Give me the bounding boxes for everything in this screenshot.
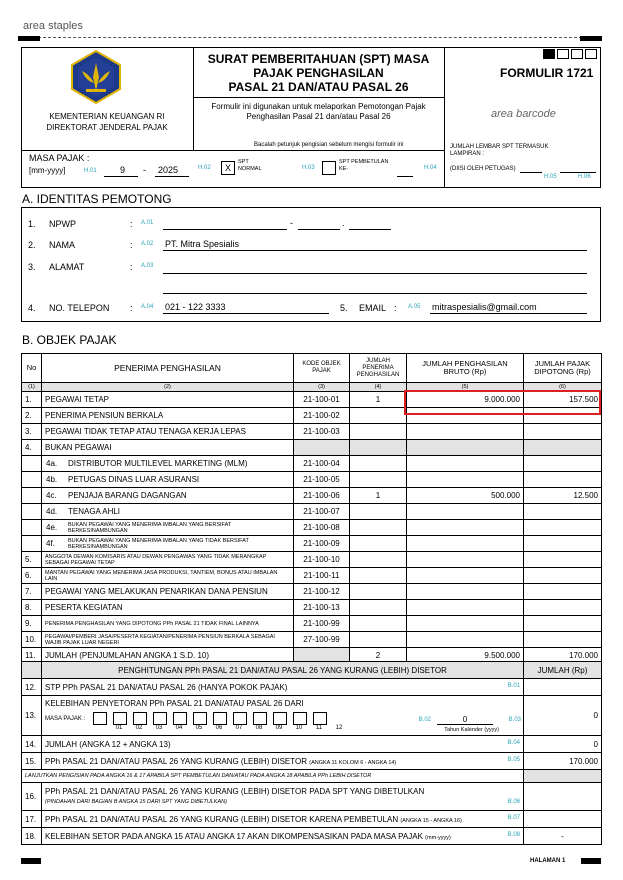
objek-row: 4a. DISTRIBUTOR MULTILEVEL MARKETING (MLM) 21-100-04 xyxy=(22,456,602,472)
value-b05[interactable]: 170.000 xyxy=(524,753,602,770)
objek-row: 4d. TENAGA AHLI 21-100-07 xyxy=(22,504,602,520)
count-cell[interactable] xyxy=(350,584,407,600)
month-label: 03 xyxy=(155,724,163,731)
pajak-cell[interactable]: 157.500 xyxy=(524,392,602,408)
corner-marker xyxy=(581,858,601,864)
row-18: 18. KELEBIHAN SETOR PADA ANGKA 15 ATAU ANGKA 17 AKAN DIKOMPENSASIKAN PADA MASA PAJAK (mm-yyyy) B.08 - xyxy=(22,828,602,845)
pajak-cell[interactable] xyxy=(524,456,602,472)
bruto-cell[interactable] xyxy=(407,520,524,536)
instruction-text: Bacalah petunjuk pengisian sebelum mengisi formulir ini xyxy=(254,142,404,148)
objek-row: 4c. PENJAJA BARANG DAGANGAN 21-100-06 1 500.000 12.500 xyxy=(22,488,602,504)
npwp-field-2[interactable] xyxy=(298,229,340,230)
pajak-cell[interactable] xyxy=(524,472,602,488)
bruto-cell[interactable] xyxy=(407,504,524,520)
npwp-field-1[interactable] xyxy=(163,229,287,230)
month-label: 12 xyxy=(335,724,343,731)
month-label: 04 xyxy=(175,724,183,731)
objek-row: 6. MANTAN PEGAWAI YANG MENERIMA JASA PRODUKSI, TANTIEM, BONUS ATAU IMBALAN LAIN 21-100-11 xyxy=(22,568,602,584)
form-name: FORMULIR 1721 xyxy=(500,66,594,80)
objek-pajak-table: No PENERIMA PENGHASILAN KODE OBJEK PAJAK JUMLAH PENERIMA PENGHASILAN JUMLAH PENGHASILAN BRUTO (Rp) JUMLAH PAJAK DIPOTONG (Rp) (1) (2) (3) (4) (5) (6) 1. PEGAWAI TETAP 21-100-01 1 9.000.000 157.500 2. PENERIMA PENSIUN BERKALA 21-100-02 3. PEGAWAI TIDAK TETAP ATAU TENAGA KERJA LEPAS 21-100-03 4. BUKAN PEGAWAI 4a. DISTRIBUTOR MULTILEVEL MARKETING (MLM) 21-100-04 4b. PETUGAS DINAS LUAR ASURANSI 21-100-05 4c. PENJAJA BARANG DAGANGAN 21-100-06 1 500.000 12.500 4d. TENAGA AHLI 21-100-07 4e. BUKAN PEGAWAI YANG MENERIMA IMBALAN YANG BERSIFAT BERKESINAMBUNGAN 21-100-08 4f. BUKAN PEGAWAI YANG MENERIMA IMBALAN YANG TIDAK BERSIFAT BERKESINAMBUNGAN 21-100-09 5. ANGGOTA DEWAN KOMISARIS ATAU DEWAN PENGAWAS YANG TIDAK MERANGKAP SEBAGAI PEGAWAI TETAP 21-100-10 6. MANTAN PEGAWAI YANG MENERIMA JASA PRODUKSI, TANTIEM, BONUS ATAU IMBALAN LAIN 21-100-11 7. PEGAWAI YANG MELAKUKAN PENARIKAN DANA PENSIUN 21-100-12 8. PESERTA KEGIATAN 21-100-13 9. PENERIMA PENGHASILAN YANG DIPOTONG PPh PASAL 21 TIDAK FINAL LAINNYA 21-100-99 10. PEGAWAI/PEMBERI JASA/PESERTA KEGIATAN/PENERIMA PENSIUN BERKALA SEBAGAI WAJIB PAJAK LUAR NEGERI 27-100-99 11. JUMLAH (PENJUMLAHAN ANGKA 1 S.D. 10) 2 9.500.000 170.000 xyxy=(21,353,602,664)
alamat-field-1[interactable] xyxy=(163,273,587,274)
objek-row: 9. PENERIMA PENGHASILAN YANG DIPOTONG PPh PASAL 21 TIDAK FINAL LAINNYA 21-100-99 xyxy=(22,616,602,632)
corner-marker xyxy=(580,36,602,41)
count-cell[interactable] xyxy=(350,472,407,488)
bruto-cell[interactable]: 9.000.000 xyxy=(407,392,524,408)
value-b06[interactable] xyxy=(524,783,602,811)
continue-note: LANJUTKAN PENGISIAN PADA ANGKA 16 & 17 APABILA SPT PEMBETULAN DAN/ATAU PADA ANGKA 18 APABILA PPh LEBIH DISETOR xyxy=(22,770,524,783)
month-checkbox[interactable] xyxy=(273,712,287,725)
month-label: 08 xyxy=(255,724,263,731)
bruto-cell[interactable] xyxy=(407,456,524,472)
month-label: 02 xyxy=(135,724,143,731)
month-label: 11 xyxy=(315,724,323,731)
bruto-cell[interactable] xyxy=(407,552,524,568)
month-label: 10 xyxy=(295,724,303,731)
amount-header: JUMLAH (Rp) xyxy=(524,662,602,679)
bruto-cell[interactable] xyxy=(407,600,524,616)
count-cell[interactable] xyxy=(350,456,407,472)
row-16: 16. PPh PASAL 21 DAN/ATAU PASAL 26 YANG KURANG (LEBIH) DISETOR PADA SPT YANG DIBETULKAN (PINDAHAN DARI BAGIAN B ANGKA 15 DARI SPT YANG DIBETULKAN) B.06 xyxy=(22,783,602,811)
masa-year-field[interactable]: 2025 xyxy=(158,165,179,175)
objek-row: 4f. BUKAN PEGAWAI YANG MENERIMA IMBALAN YANG TIDAK BERSIFAT BERKESINAMBUNGAN 21-100-09 xyxy=(22,536,602,552)
pajak-cell[interactable] xyxy=(524,504,602,520)
objek-row: 1. PEGAWAI TETAP 21-100-01 1 9.000.000 157.500 xyxy=(22,392,602,408)
count-cell[interactable] xyxy=(350,632,407,648)
count-cell[interactable] xyxy=(350,552,407,568)
objek-row: 4e. BUKAN PEGAWAI YANG MENERIMA IMBALAN YANG BERSIFAT BERKESINAMBUNGAN 21-100-08 xyxy=(22,520,602,536)
spt-normal-label: SPT NORMAL xyxy=(238,159,262,172)
bruto-cell[interactable] xyxy=(407,536,524,552)
count-cell[interactable] xyxy=(350,600,407,616)
masa-month-field[interactable]: 9 xyxy=(120,165,126,175)
count-cell[interactable]: 1 xyxy=(350,392,407,408)
objek-row: 3. PEGAWAI TIDAK TETAP ATAU TENAGA KERJA LEPAS 21-100-03 xyxy=(22,424,602,440)
spt-pembetulan-label: SPT PEMBETULAN KE- xyxy=(339,159,389,172)
month-checkbox[interactable] xyxy=(213,712,227,725)
pembetulan-number-field[interactable] xyxy=(397,176,413,177)
calc-title: PENGHITUNGAN PPh PASAL 21 DAN/ATAU PASAL 26 YANG KURANG (LEBIH) DISETOR xyxy=(42,662,524,679)
ministry-logo-icon xyxy=(68,49,124,105)
month-checkbox[interactable] xyxy=(153,712,167,725)
pajak-cell[interactable] xyxy=(524,632,602,648)
count-cell[interactable] xyxy=(350,616,407,632)
month-label: 09 xyxy=(275,724,283,731)
year-field[interactable]: 0 xyxy=(437,715,493,725)
row-17: 17. PPh PASAL 21 DAN/ATAU PASAL 26 YANG KURANG (LEBIH) DISETOR KARENA PEMBETULAN (ANGKA 15 - ANGKA 16) B.07 xyxy=(22,811,602,828)
value-b07[interactable] xyxy=(524,811,602,828)
row-14: 14. JUMLAH (ANGKA 12 + ANGKA 13) B.04 0 xyxy=(22,736,602,753)
pajak-cell[interactable] xyxy=(524,424,602,440)
month-checkbox[interactable] xyxy=(113,712,127,725)
petugas-label: (DIISI OLEH PETUGAS) xyxy=(450,166,516,172)
bruto-cell[interactable] xyxy=(407,616,524,632)
objek-row: 10. PEGAWAI/PEMBERI JASA/PESERTA KEGIATAN/PENERIMA PENSIUN BERKALA SEBAGAI WAJIB PAJAK LUAR NEGERI 27-100-99 xyxy=(22,632,602,648)
month-checkbox[interactable] xyxy=(253,712,267,725)
row-13: 13. KELEBIHAN PENYETORAN PPh PASAL 21 DAN/ATAU PASAL 26 DARI MASA PAJAK : 01 02 03 04 05 06 07 08 09 10 11 12 B.02 0 B.03 Tahun Kalender (yyyy) 0 xyxy=(22,696,602,736)
count-cell[interactable] xyxy=(350,568,407,584)
objek-row: 7. PEGAWAI YANG MELAKUKAN PENARIKAN DANA PENSIUN 21-100-12 xyxy=(22,584,602,600)
objek-row: 2. PENERIMA PENSIUN BERKALA 21-100-02 xyxy=(22,408,602,424)
bruto-cell[interactable] xyxy=(407,632,524,648)
highlight-box xyxy=(404,390,601,415)
row-12: 12. STP PPh PASAL 21 DAN/ATAU PASAL 26 (HANYA POKOK PAJAK) B.01 xyxy=(22,679,602,696)
pajak-cell[interactable] xyxy=(524,600,602,616)
row-15: 15. PPh PASAL 21 DAN/ATAU PASAL 26 YANG KURANG (LEBIH) DISETOR (ANGKA 11 KOLOM 6 - ANGKA 14) B.05 170.000 xyxy=(22,753,602,770)
form-title: SURAT PEMBERITAHUAN (SPT) MASA PAJAK PENGHASILAN PASAL 21 DAN/ATAU PASAL 26 xyxy=(207,52,430,94)
pajak-cell[interactable] xyxy=(524,440,602,456)
perhitungan-table xyxy=(21,661,602,845)
bruto-cell[interactable]: 500.000 xyxy=(407,488,524,504)
total-row: 11. JUMLAH (PENJUMLAHAN ANGKA 1 S.D. 10) 2 9.500.000 170.000 xyxy=(22,648,602,664)
pajak-cell[interactable] xyxy=(524,568,602,584)
masa-pajak-format: [mm-yyyy] xyxy=(29,166,66,175)
month-checkbox[interactable] xyxy=(313,712,327,725)
ministry-name: KEMENTERIAN KEUANGAN RI xyxy=(49,112,165,121)
month-label: 05 xyxy=(195,724,203,731)
value-b01[interactable] xyxy=(524,679,602,696)
count-cell[interactable] xyxy=(350,424,407,440)
value-b08[interactable]: - xyxy=(524,828,602,845)
month-checkbox[interactable] xyxy=(173,712,187,725)
count-cell[interactable] xyxy=(350,536,407,552)
barcode-area-label: area barcode xyxy=(491,108,556,120)
bruto-cell[interactable] xyxy=(407,584,524,600)
objek-row: 8. PESERTA KEGIATAN 21-100-13 xyxy=(22,600,602,616)
pajak-cell[interactable]: 12.500 xyxy=(524,488,602,504)
month-label: 06 xyxy=(215,724,223,731)
masa-pajak-label: MASA PAJAK : xyxy=(29,153,90,163)
npwp-field-3[interactable] xyxy=(349,229,391,230)
objek-row: 5. ANGGOTA DEWAN KOMISARIS ATAU DEWAN PENGAWAS YANG TIDAK MERANGKAP SEBAGAI PEGAWAI TETAP 21-100-10 xyxy=(22,552,602,568)
month-checkbox[interactable] xyxy=(133,712,147,725)
count-cell[interactable] xyxy=(350,440,407,456)
corner-marker xyxy=(21,858,41,864)
alamat-field-2[interactable] xyxy=(163,293,587,294)
count-cell[interactable] xyxy=(350,520,407,536)
email-field[interactable]: mitraspesialis@gmail.com xyxy=(432,302,537,312)
staples-area-label: area staples xyxy=(23,20,83,32)
count-cell[interactable] xyxy=(350,504,407,520)
pajak-cell[interactable] xyxy=(524,536,602,552)
pajak-cell[interactable] xyxy=(524,584,602,600)
spt-normal-checkbox[interactable]: X xyxy=(221,161,235,175)
objek-row: 4b. PETUGAS DINAS LUAR ASURANSI 21-100-05 xyxy=(22,472,602,488)
bruto-cell[interactable] xyxy=(407,440,524,456)
month-label: 01 xyxy=(115,724,123,731)
month-checkbox[interactable] xyxy=(233,712,247,725)
telepon-field[interactable]: 021 - 122 3333 xyxy=(165,302,226,312)
spt-pembetulan-checkbox[interactable] xyxy=(322,161,336,175)
objek-row: 4. BUKAN PEGAWAI xyxy=(22,440,602,456)
pajak-cell[interactable] xyxy=(524,616,602,632)
pajak-cell[interactable] xyxy=(524,520,602,536)
value-b03[interactable]: 0 xyxy=(524,696,602,736)
bruto-cell[interactable] xyxy=(407,568,524,584)
lampiran-label: JUMLAH LEMBAR SPT TERMASUK LAMPIRAN : xyxy=(450,144,549,157)
page-number: HALAMAN 1 xyxy=(530,858,566,864)
section-a-title: A. IDENTITAS PEMOTONG xyxy=(22,192,172,206)
value-b04[interactable]: 0 xyxy=(524,736,602,753)
nama-field[interactable]: PT. Mitra Spesialis xyxy=(165,239,240,249)
month-checkbox[interactable] xyxy=(293,712,307,725)
page-square-filled xyxy=(543,49,555,59)
count-cell[interactable] xyxy=(350,408,407,424)
pajak-cell[interactable] xyxy=(524,552,602,568)
section-b-title: B. OBJEK PAJAK xyxy=(22,333,117,347)
bruto-cell[interactable] xyxy=(407,424,524,440)
corner-marker xyxy=(18,36,40,41)
count-cell[interactable]: 1 xyxy=(350,488,407,504)
month-checkbox[interactable] xyxy=(193,712,207,725)
month-checkbox[interactable] xyxy=(93,712,107,725)
month-label: 07 xyxy=(235,724,243,731)
directorate-name: DIREKTORAT JENDERAL PAJAK xyxy=(46,123,168,132)
staples-divider xyxy=(18,37,602,38)
bruto-cell[interactable] xyxy=(407,472,524,488)
form-description: Formulir ini digunakan untuk melaporkan Pemotongan Pajak Penghasilan Pasal 21 dan/atau Pasal 26 xyxy=(211,102,426,121)
